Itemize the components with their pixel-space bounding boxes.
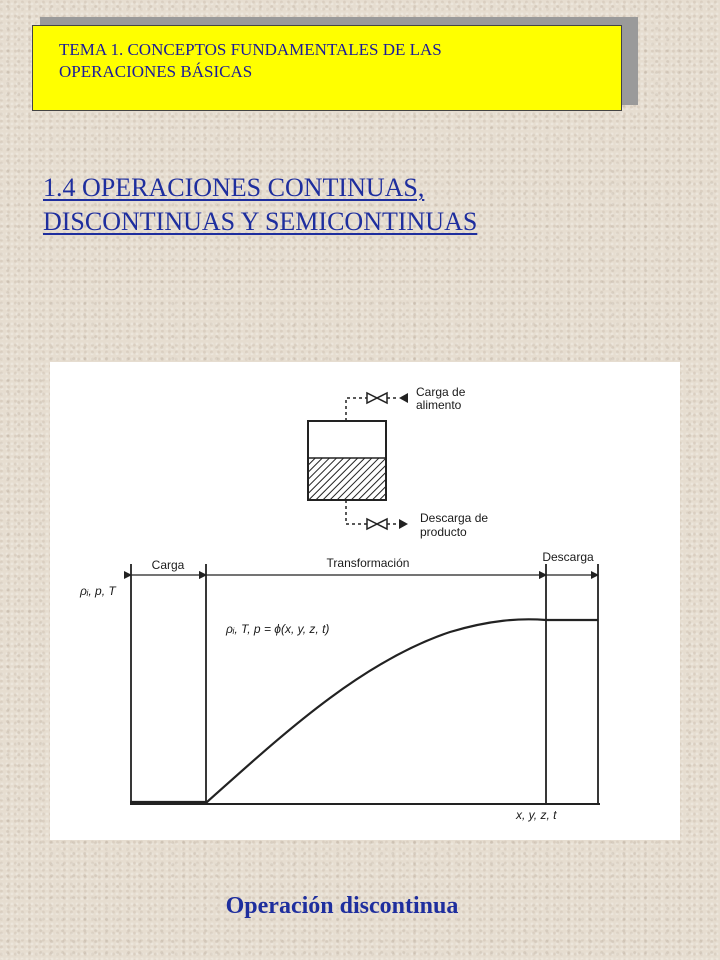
section-heading-line-1: 1.4 OPERACIONES CONTINUAS,: [43, 173, 425, 202]
phase-label-transformacion: Transformación: [326, 556, 410, 570]
curve-equation-label: ρᵢ, T, p = ϕ(x, y, z, t): [226, 622, 330, 636]
section-heading: [43, 171, 643, 239]
feed-label-line-1: Carga de: [416, 385, 466, 399]
feed-label-line-2: alimento: [416, 398, 462, 412]
topic-title-box: [32, 25, 622, 111]
discharge-valve-line: [346, 500, 408, 529]
figure-caption: Operación discontinua: [225, 893, 459, 919]
property-curve: [130, 619, 598, 802]
feed-valve-line: [346, 393, 408, 421]
batch-operation-diagram: [50, 362, 680, 840]
x-axis-label: x, y, z, t: [516, 808, 557, 822]
section-heading-line-2: DISCONTINUAS Y SEMICONTINUAS: [43, 207, 478, 236]
discharge-label-line-2: producto: [420, 525, 467, 539]
topic-title-line-2: OPERACIONES BÁSICAS: [59, 62, 253, 81]
topic-title-line-1: TEMA 1. CONCEPTOS FUNDAMENTALES DE LAS: [59, 40, 442, 59]
discharge-label-line-1: Descarga de: [420, 511, 489, 525]
phase-label-carga: Carga: [151, 558, 185, 572]
y-axis-label: ρᵢ, p, T: [80, 584, 116, 598]
batch-tank: [308, 421, 386, 500]
phase-label-descarga: Descarga: [542, 550, 594, 564]
